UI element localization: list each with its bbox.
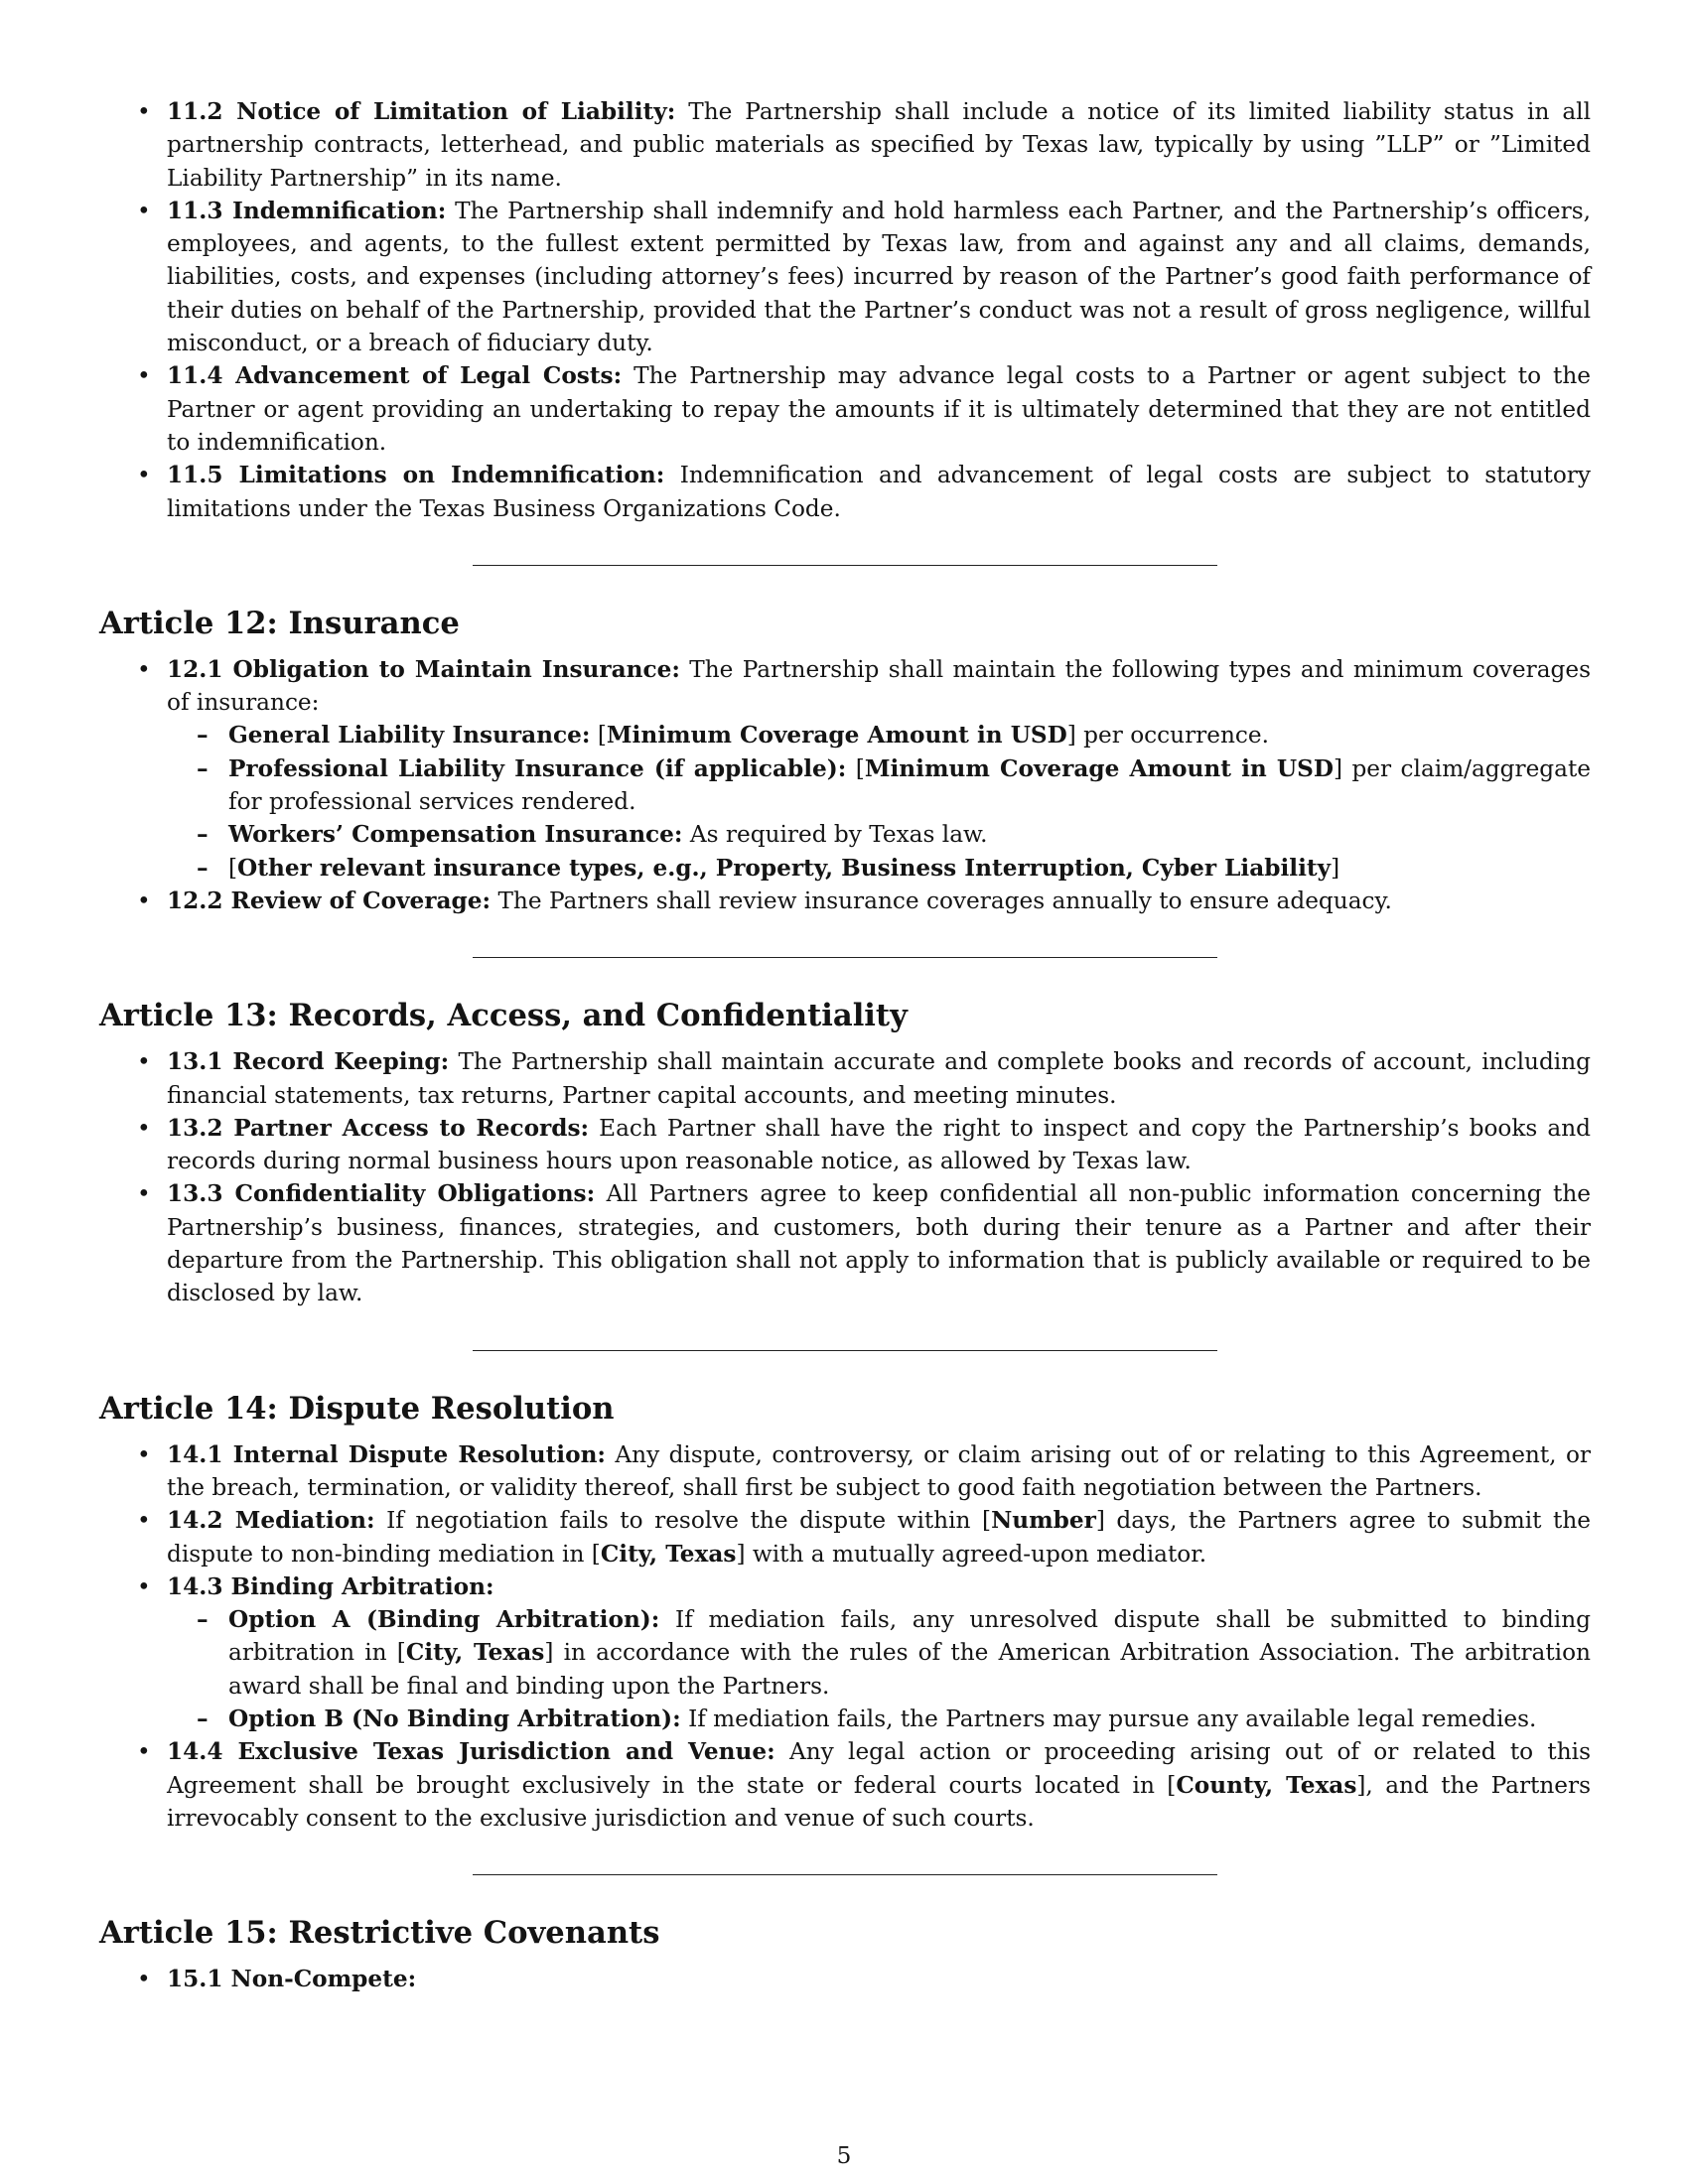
article-13-heading: Article 13: Records, Access, and Confidentiality [99,998,908,1034]
clause-13-3: • 13.3 Confidentiality Obligations: All Partners agree to keep confidential all non-public information concerning the Partnership’s business, finances, strategies, and customers, both during their tenure as a Partner and after their departure from the Partnership. This obligation shall not apply to information that is publicly available or required to be disclosed by law. [99,1177,1591,1309]
placeholder: County, Texas [1176,1771,1357,1799]
arbitration-option-b: – Option B (No Binding Arbitration): If mediation fails, the Partners may pursue any available legal remedies. [167,1703,1591,1735]
placeholder: Other relevant insurance types, e.g., Property, Business Interruption, Cyber Liability [237,854,1332,882]
clause-11-5: • 11.5 Limitations on Indemnification: Indemnification and advancement of legal costs are subject to statutory limitations under the Texas Business Organizations Code. [99,459,1591,525]
article-12-heading: Article 12: Insurance [99,605,460,641]
article-13-list [99,1045,1591,1309]
article-14-list [99,1438,1591,1836]
clause-14-4: • 14.4 Exclusive Texas Jurisdiction and Venue: Any legal action or proceeding arising out of or related to this Agreement shall be brought exclusively in the state or federal courts located in [County, Texas], and the Partners irrevocably consent to the exclusive jurisdiction and venue of such courts. [99,1735,1591,1835]
placeholder: Minimum Coverage Amount in USD [606,722,1067,750]
placeholder: City, Texas [405,1639,545,1667]
clause-15-1: • 15.1 Non-Compete: [99,1963,1591,1995]
insurance-workers-compensation: – Workers’ Compensation Insurance: As required by Texas law. [167,818,1591,851]
clause-11-2: • 11.2 Notice of Limitation of Liability: The Partnership shall include a notice of its limited liability status in all partnership contracts, letterhead, and public materials as specified by Texas law, typically by using ”LLP” or ”Limited Liability Partnership” in its name. [99,95,1591,195]
insurance-types-list [167,719,1591,884]
insurance-other-types: – [Other relevant insurance types, e.g., Property, Business Interruption, Cyber Liability] [167,852,1591,885]
article-14-heading: Article 14: Dispute Resolution [99,1390,615,1427]
insurance-professional-liability: – Professional Liability Insurance (if applicable): [Minimum Coverage Amount in USD] per claim/aggregate for professional services rendered. [167,752,1591,819]
clause-14-3: • 14.3 Binding Arbitration: – Option A (Binding Arbitration): If mediation fails, any unresolved dispute shall be submitted to binding arbitration in [City, Texas] in accordance with the rules of the American Arbitration Association. The arbitration award shall be final and binding upon the Partners. – Option B (No Binding Arbitration): If mediation fails, the Partners may pursue any available legal remedies. [99,1570,1591,1735]
article-12-list [99,653,1591,917]
clause-11-4: • 11.4 Advancement of Legal Costs: The Partnership may advance legal costs to a Partner or agent subject to the Partner or agent providing an undertaking to repay the amounts if it is ultimately determined that they are not entitled to indemnification. [99,359,1591,459]
clause-14-2: • 14.2 Mediation: If negotiation fails to resolve the dispute within [Number] days, the Partners agree to submit the dispute to non-binding mediation in [City, Texas] with a mutually agreed-upon mediator. [99,1504,1591,1570]
article-11-list [99,95,1591,525]
placeholder: Minimum Coverage Amount in USD [864,754,1334,782]
clause-12-2: • 12.2 Review of Coverage: The Partners shall review insurance coverages annually to ensure adequacy. [99,885,1591,917]
document-page [99,95,1591,1995]
arbitration-options-list [167,1603,1591,1735]
clause-14-1: • 14.1 Internal Dispute Resolution: Any dispute, controversy, or claim arising out of or relating to this Agreement, or the breach, termination, or validity thereof, shall first be subject to good faith negotiation between the Partners. [99,1438,1591,1505]
placeholder: City, Texas [600,1540,737,1568]
clause-11-3: • 11.3 Indemnification: The Partnership shall indemnify and hold harmless each Partner, and the Partnership’s officers, employees, and agents, to the fullest extent permitted by Texas law, from and against any and all claims, demands, liabilities, costs, and expenses (including attorney’s fees) incurred by reason of the Partner’s good faith performance of their duties on behalf of the Partnership, provided that the Partner’s conduct was not a result of gross negligence, willful misconduct, or a breach of fiduciary duty. [99,195,1591,359]
clause-12-1: • 12.1 Obligation to Maintain Insurance: The Partnership shall maintain the following types and minimum coverages of insurance: – General Liability Insurance: [Minimum Coverage Amount in USD] per occurrence. – Professional Liability Insurance (if applicable): [Minimum Coverage Amount in USD] per claim/aggregate for professional services rendered. – Workers’ Compensation Insurance: As required by Texas law. – [Other relevant insurance types, e.g., Property, Business Interruption, Cyber Liability] [99,653,1591,885]
article-15-list [99,1963,1591,1995]
page-number: 5 [836,2142,852,2169]
placeholder: Number [991,1507,1096,1535]
insurance-general-liability: – General Liability Insurance: [Minimum Coverage Amount in USD] per occurrence. [167,719,1591,751]
article-15-heading: Article 15: Restrictive Covenants [99,1915,660,1952]
clause-13-2: • 13.2 Partner Access to Records: Each Partner shall have the right to inspect and copy the Partnership’s books and records during normal business hours upon reasonable notice, as allowed by Texas law. [99,1112,1591,1178]
arbitration-option-a: – Option A (Binding Arbitration): If mediation fails, any unresolved dispute shall be submitted to binding arbitration in [City, Texas] in accordance with the rules of the American Arbitration Association. The arbitration award shall be final and binding upon the Partners. [167,1603,1591,1703]
clause-13-1: • 13.1 Record Keeping: The Partnership shall maintain accurate and complete books and records of account, including financial statements, tax returns, Partner capital accounts, and meeting minutes. [99,1045,1591,1112]
